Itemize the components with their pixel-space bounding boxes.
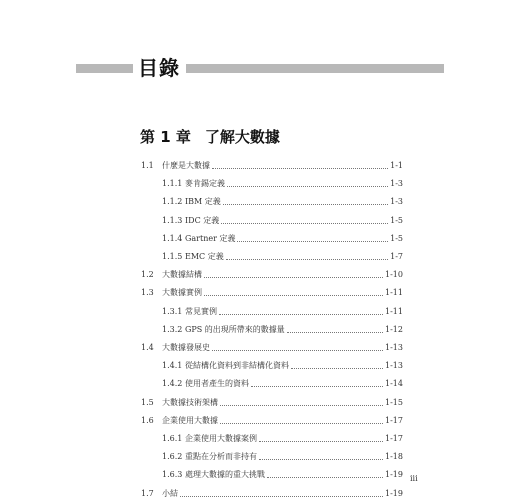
toc-entry-label: 小結: [162, 488, 178, 498]
page-title: 目錄: [138, 56, 180, 80]
dot-leader: [237, 241, 388, 242]
dot-leader: [180, 496, 383, 497]
toc-entry-label: 企業使用大數據案例: [185, 434, 257, 443]
toc-entry-number: 1.4.2: [162, 379, 183, 389]
toc-entry[interactable]: [0, 342, 520, 354]
toc-entry-number: 1.6.1: [162, 434, 183, 443]
toc-entry-label: GPS 的出現所帶來的數據量: [185, 324, 285, 334]
toc-entry-page: 1-15: [385, 397, 403, 407]
dot-leader: [204, 295, 383, 296]
toc-entry-number: 1.3: [141, 288, 154, 298]
toc-entry-number: 1.1.2: [162, 197, 183, 207]
toc-entry-label: 大數據實例: [162, 288, 202, 298]
toc-entry-label: 大數據技術架構: [162, 397, 218, 407]
header-bar-left: [76, 64, 133, 73]
dot-leader: [219, 314, 383, 315]
toc-entry-label: 重點在分析而非持有: [185, 452, 257, 462]
toc-entry-number: 1.2: [141, 270, 154, 280]
dot-leader: [226, 259, 388, 260]
toc-entry[interactable]: [0, 196, 520, 208]
toc-entry-label: IBM 定義: [185, 197, 221, 207]
toc-entry-label: 大數據發展史: [162, 343, 210, 352]
toc-entry-page: 1-11: [385, 288, 403, 298]
dot-leader: [212, 350, 383, 351]
toc-entry[interactable]: [0, 397, 520, 409]
toc-entry[interactable]: [0, 160, 520, 172]
toc-entry[interactable]: [0, 360, 520, 372]
dot-leader: [291, 368, 383, 369]
page-number: iii: [410, 474, 418, 483]
toc-entry-page: 1-5: [390, 215, 403, 225]
toc-entry-number: 1.6.3: [162, 470, 183, 480]
dot-leader: [221, 223, 388, 224]
toc-entry[interactable]: [0, 451, 520, 463]
dot-leader: [267, 477, 383, 478]
toc-entry-page: 1-17: [385, 415, 403, 425]
toc-entry[interactable]: [0, 433, 520, 445]
toc-entry[interactable]: [0, 324, 520, 336]
toc-entry-page: 1-5: [390, 233, 403, 243]
toc-entry[interactable]: [0, 488, 520, 500]
toc-entry-page: 1-10: [385, 270, 403, 280]
chapter-title: 了解大數據: [204, 128, 280, 146]
dot-leader: [259, 459, 383, 460]
chapter-label: 第 1 章: [140, 128, 191, 146]
toc-entry-label: 從結構化資料到非結構化資料: [185, 361, 289, 371]
toc-entry-page: 1-12: [385, 324, 403, 334]
toc-entry-label: 處理大數據的重大挑戰: [185, 470, 265, 480]
toc-entry-number: 1.1.4: [162, 233, 183, 243]
toc-entry-page: 1-14: [385, 379, 403, 389]
dot-leader: [204, 277, 383, 278]
toc-entry-number: 1.7: [141, 488, 154, 498]
toc-entry-number: 1.1.5: [162, 252, 183, 261]
toc-entry-label: 常見實例: [185, 306, 217, 316]
dot-leader: [220, 405, 383, 406]
toc-entry-label: IDC 定義: [185, 215, 220, 225]
toc-entry[interactable]: [0, 378, 520, 390]
toc-entry-number: 1.4: [141, 343, 154, 352]
toc-entry-page: 1-19: [385, 470, 403, 480]
toc-entry-page: 1-13: [385, 361, 403, 371]
toc-entry-number: 1.6: [141, 415, 154, 425]
toc-entry[interactable]: [0, 251, 520, 263]
toc-entry-page: 1-17: [385, 434, 403, 443]
dot-leader: [251, 386, 383, 387]
toc-entry-number: 1.1.1: [162, 179, 183, 189]
dot-leader: [223, 204, 388, 205]
toc-entry-label: Gartner 定義: [185, 233, 236, 243]
toc-entry-page: 1-11: [385, 306, 403, 316]
toc-entry[interactable]: [0, 178, 520, 190]
toc-entry-page: 1-3: [390, 197, 403, 207]
toc-entry-page: 1-1: [390, 161, 403, 170]
toc-entry[interactable]: [0, 306, 520, 318]
toc-entry[interactable]: [0, 469, 520, 481]
toc-entry-number: 1.3.2: [162, 324, 183, 334]
toc-entry-number: 1.6.2: [162, 452, 183, 462]
dot-leader: [220, 423, 383, 424]
toc-entry-number: 1.1: [141, 161, 154, 170]
toc-entry-page: 1-7: [390, 252, 403, 261]
dot-leader: [227, 186, 388, 187]
header-bar-right: [186, 64, 444, 73]
toc-entry[interactable]: [0, 233, 520, 245]
toc-entry-page: 1-13: [385, 343, 403, 352]
toc-entry-label: 什麼是大數據: [162, 161, 210, 170]
toc-entry[interactable]: [0, 215, 520, 227]
toc-entry-label: EMC 定義: [185, 252, 224, 261]
toc-entry-page: 1-19: [385, 488, 403, 498]
toc-entry-label: 麥肯錫定義: [185, 179, 225, 189]
toc-entry-label: 企業使用大數據: [162, 415, 218, 425]
toc-entry-number: 1.4.1: [162, 361, 183, 371]
toc-entry-label: 使用者產生的資料: [185, 379, 249, 389]
toc-entry-page: 1-18: [385, 452, 403, 462]
toc-entry-page: 1-3: [390, 179, 403, 189]
dot-leader: [212, 168, 388, 169]
dot-leader: [259, 441, 383, 442]
chapter-heading: [140, 128, 280, 146]
toc-entry-label: 大數據結構: [162, 270, 202, 280]
toc-entry-number: 1.1.3: [162, 215, 183, 225]
toc-entry[interactable]: [0, 415, 520, 427]
dot-leader: [287, 332, 383, 333]
toc-entry[interactable]: [0, 269, 520, 281]
toc-entry-number: 1.3.1: [162, 306, 183, 316]
toc-entry[interactable]: [0, 287, 520, 299]
toc-entry-number: 1.5: [141, 397, 154, 407]
toc-header: [0, 56, 520, 80]
